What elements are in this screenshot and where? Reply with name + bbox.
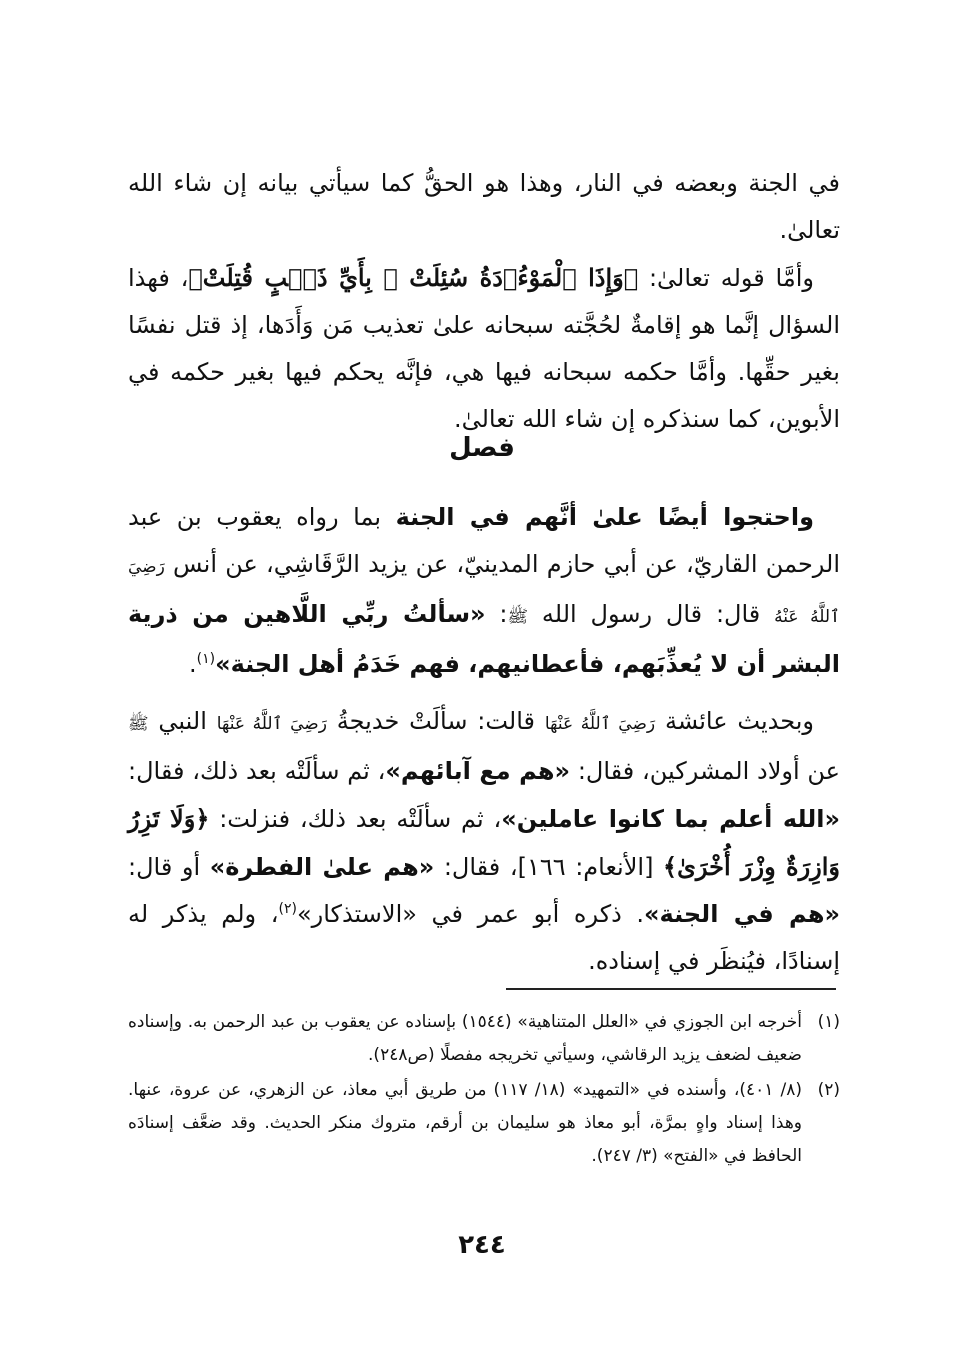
footnotes (128, 1006, 840, 1175)
paragraph-4-text-2: قالت: سألَتْ خديجةُ (326, 707, 545, 735)
honorific-4: رَضِيَ ٱللَّهُ عَنْهَا (216, 714, 327, 734)
quote-3: «هم علىٰ الفطرة» (209, 853, 435, 881)
footnote-text: أخرجه ابن الجوزي في «العلل المتناهية» (١٥٤٤) بإسناده عن يعقوب بن عبد الرحمن به. وإسناده ضعيف لضعف يزيد الرقاشي، وسيأتي تخريجه مفصلًا (ص٢٤٨). (128, 1012, 802, 1065)
main-text-bottom (128, 494, 840, 985)
footnote-text: (٨/ ٤٠١)، وأسنده في «التمهيد» (١٨/ ١١٧) من طريق أبي معاذ، عن الزهري، عن عروة، عنها. وهذا إسناد واهٍ بمرَّة، أبو معاذ هو سليمان بن أرقم، متروك منكر الحديث. وقد ضعَّف إسنادَه الحافظ في «الفتح» (٣/ ٢٤٧). (128, 1080, 802, 1166)
paragraph-4-text-10: ، ولم يذكر له إسنادًا، فيُنظَر في إسناده. (128, 900, 840, 975)
quran-verse-2: ﴿وَلَا تَزِرُ وَازِرَةٌ وِزْرَ أُخْرَىٰ﴾ (128, 804, 841, 881)
section-heading: فصل (449, 433, 515, 463)
paragraph-3 (128, 494, 840, 688)
paragraph-4-text-7: [الأنعام: ١٦٦]، فقال: (434, 853, 664, 881)
paragraph-2-lead: وأمَّا قوله تعالىٰ: (638, 264, 814, 292)
honorific-1: رَضِيَ ٱللَّهُ عَنْهُ (128, 557, 840, 627)
quran-verse-1: ﴿وَإِذَا ٱلْمَوْءُۥدَةُ سُئِلَتْ ۞ بِأَيِّ ذَنۢبٍ قُتِلَتْ﴾ (188, 263, 639, 292)
main-text-top (128, 160, 840, 443)
footnote-2 (128, 1074, 840, 1173)
paragraph-2 (128, 254, 840, 443)
quote-4: «هم في الجنة» (644, 900, 840, 928)
paragraph-3-text-3: : (485, 600, 508, 628)
paragraph-2-body: ، فهذا السؤال إنَّما هو إقامةٌ لحُجَّته سبحانه علىٰ تعذيب مَن وَأَدَها، إذ قتل نفسًا بغير حقِّها. وأمَّا حكمه سبحانه فيها هي، فإنَّه يحكم فيها بغير حكمه في الأبوين، كما سنذكره إن شاء الله تعالىٰ. (128, 264, 840, 433)
paragraph-3-end: . (188, 650, 197, 678)
footnote-ref-1: (١) (196, 651, 216, 667)
honorific-5: ﷺ (128, 714, 149, 734)
paragraph-3-text-2: قال: قال رسول الله (528, 600, 775, 628)
honorific-3: رَضِيَ ٱللَّهُ عَنْهَا (544, 714, 656, 734)
paragraph-4-text-3: النبي (148, 707, 217, 735)
paragraph-4-text-9: . ذكره أبو عمر في «الاستذكار» (296, 900, 645, 928)
paragraph-4-text-4: عن أولاد المشركين، فقال: (570, 757, 840, 785)
quote-2: «الله أعلم بما كانوا عاملين» (501, 805, 840, 833)
honorific-2: ﷺ (507, 607, 529, 627)
paragraph-4-text-1: وبحديث عائشة (655, 707, 814, 735)
hadith-quote: «سألتُ ربِّي اللَّاهين من ذرية البشر أن لا يُعذِّبَهم، فأعطانيهم، فهم خَدَمُ أهل الجنة» (128, 600, 840, 678)
page-number: ٢٤٤ (458, 1230, 506, 1260)
paragraph-1: في الجنة وبعضه في النار، وهذا هو الحقُّ كما سيأتي بيانه إن شاء الله تعالىٰ. (128, 169, 840, 244)
footnote-1 (128, 1006, 840, 1072)
footnote-number: (١) (817, 1012, 840, 1032)
paragraph-4 (128, 698, 840, 985)
quote-1: «هم مع آبائهم» (385, 757, 571, 785)
footnote-ref-2: (٢) (278, 901, 297, 917)
paragraph-4-text-8: أو قال: (128, 853, 210, 881)
paragraph-3-lead: واحتجوا أيضًا علىٰ أنَّهم في الجنة (395, 503, 814, 531)
paragraph-4-text-5: ، ثم سألَتْه بعد ذلك، فقال: (128, 757, 386, 785)
paragraph-4-text-6: ، ثم سألَتْه بعد ذلك، فنزلت: (209, 805, 502, 833)
footnote-divider (506, 988, 836, 990)
footnote-number: (٢) (817, 1080, 840, 1100)
paragraph-3-text-1: بما رواه يعقوب بن عبد الرحمن القاريّ، عن أبي حازم المدينيّ، عن يزيد الرَّقَاشِي، عن أنس (128, 503, 840, 578)
